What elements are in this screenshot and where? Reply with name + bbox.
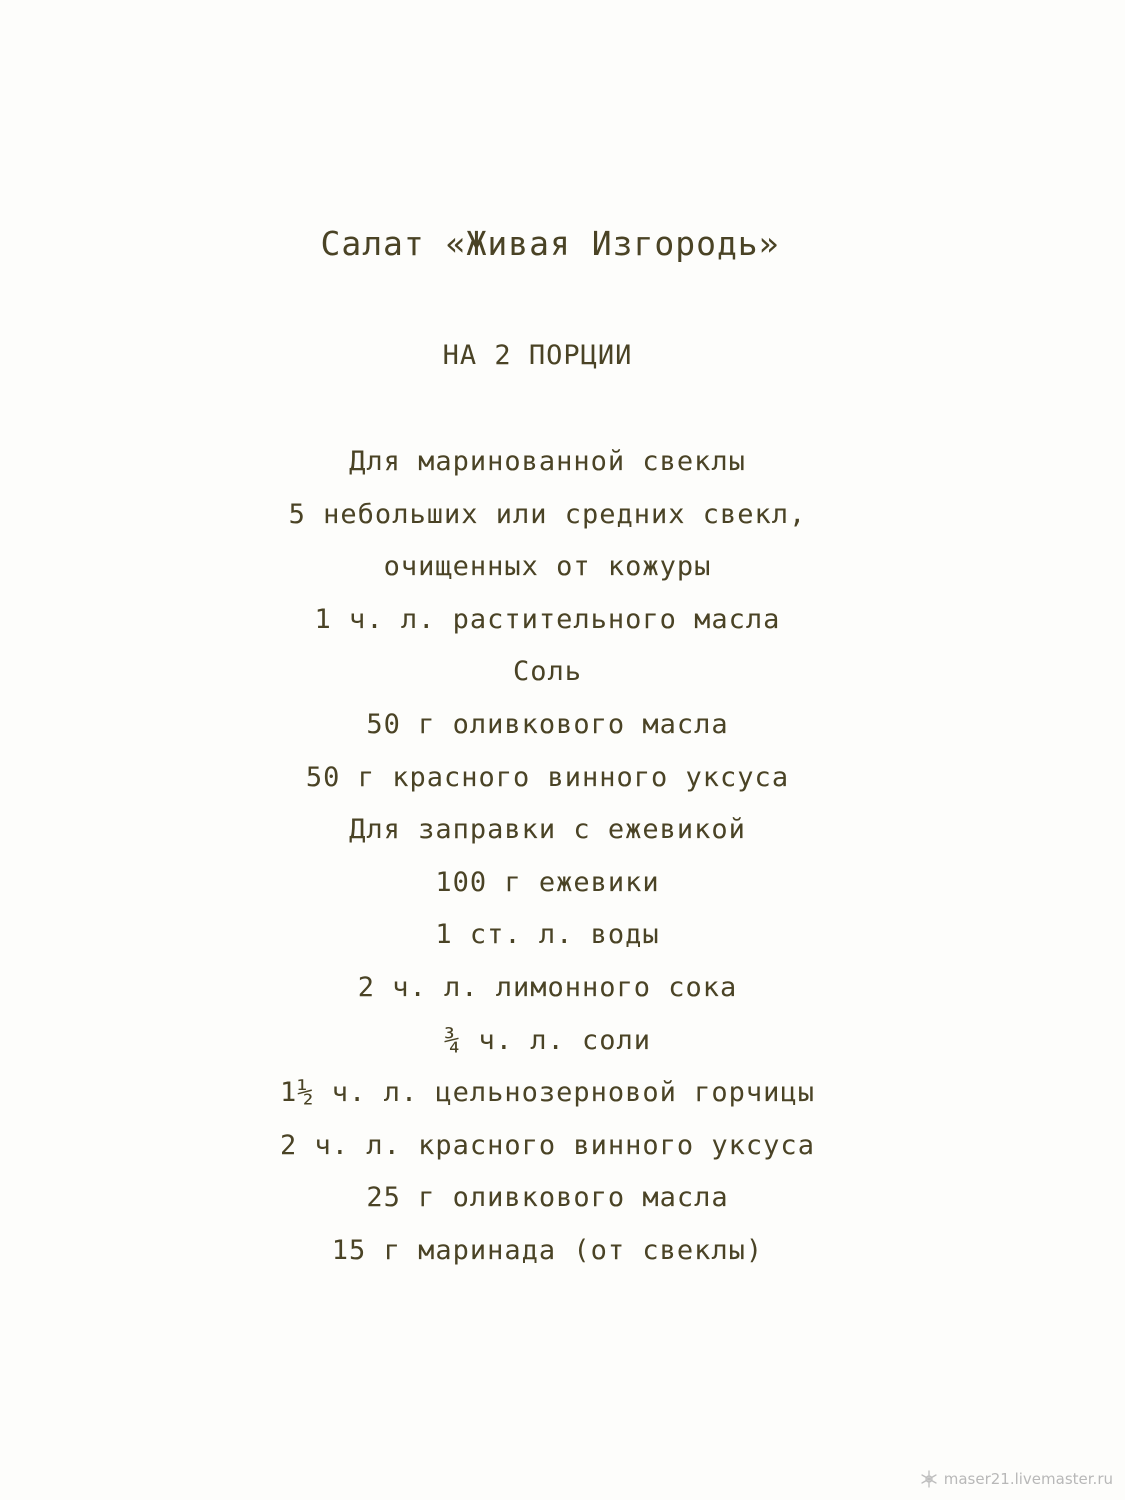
ingredients-list	[0, 436, 1095, 1278]
servings-label: НА 2 ПОРЦИИ	[442, 340, 633, 371]
ingredient-line: 2 ч. л. красного винного уксуса	[280, 1129, 815, 1161]
snowflake-logo-icon	[920, 1470, 938, 1488]
ingredient-line: 15 г маринада (от свеклы)	[331, 1234, 764, 1266]
ingredient-line: 1½ ч. л. цельнозерновой горчицы	[280, 1077, 815, 1109]
ingredient-line: 50 г красного винного уксуса	[305, 761, 790, 793]
ingredient-line: 5 небольших или средних свекл,	[288, 498, 807, 530]
ingredient-line: 2 ч. л. лимонного сока	[357, 971, 738, 1003]
watermark-text[interactable]: maser21.livemaster.ru	[943, 1470, 1113, 1488]
watermark	[920, 1470, 1113, 1488]
ingredient-line: 1 ст. л. воды	[435, 919, 660, 951]
ingredient-line: Для заправки с ежевикой	[349, 814, 746, 846]
ingredient-line: 25 г оливкового масла	[366, 1182, 729, 1214]
ingredient-line: 100 г ежевики	[435, 866, 660, 898]
recipe-title: Салат «Живая Изгородь»	[320, 224, 780, 263]
ingredient-line: очищенных от кожуры	[383, 551, 712, 583]
ingredient-line: ¾ ч. л. соли	[443, 1024, 652, 1056]
ingredient-line: 50 г оливкового масла	[366, 708, 729, 740]
ingredient-line: Для маринованной свеклы	[349, 446, 746, 477]
ingredient-line: Соль	[512, 656, 583, 688]
ingredient-line: 1 ч. л. растительного масла	[314, 603, 781, 635]
